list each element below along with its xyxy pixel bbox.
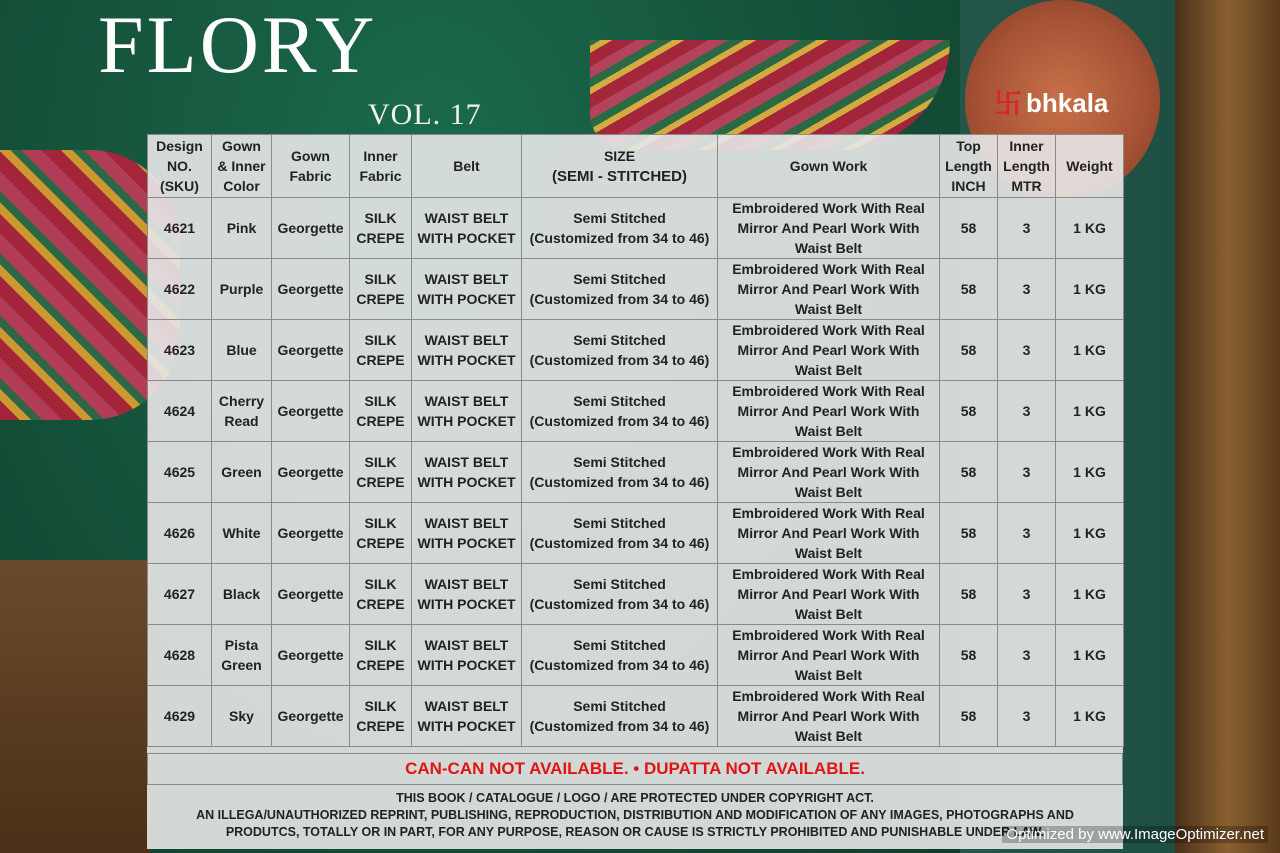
size-cell [522,625,718,686]
size-line: Semi Stitched [573,210,666,226]
gown-fabric-cell: Georgette [272,320,350,381]
belt-cell: WAIST BELT WITH POCKET [412,381,522,442]
belt-cell: WAIST BELT WITH POCKET [412,564,522,625]
belt-cell: WAIST BELT WITH POCKET [412,198,522,259]
header-inner-fabric: Inner Fabric [350,135,412,198]
inner-fabric-cell: SILK CREPE [350,564,412,625]
inner-fabric-cell: SILK CREPE [350,198,412,259]
inner-fabric-cell: SILK CREPE [350,686,412,747]
gown-fabric-cell: Georgette [272,503,350,564]
inner-length-cell: 3 [998,198,1056,259]
header-gown-fabric: Gown Fabric [272,135,350,198]
gown-work-cell: Embroidered Work With Real Mirror And Pearl Work With Waist Belt [718,320,940,381]
size-line: Semi Stitched [573,515,666,531]
gown-work-cell: Embroidered Work With Real Mirror And Pearl Work With Waist Belt [718,564,940,625]
sku-cell: 4622 [148,259,212,320]
belt-cell: WAIST BELT WITH POCKET [412,503,522,564]
table-row [148,381,1124,442]
inner-length-cell: 3 [998,259,1056,320]
catalog-title: FLORY [98,0,378,90]
header-design-no: Design NO. (SKU) [148,135,212,198]
table-row [148,320,1124,381]
inner-length-cell: 3 [998,564,1056,625]
size-line: Semi Stitched [573,454,666,470]
table-header-row [148,135,1124,198]
top-length-cell: 58 [940,625,998,686]
gown-work-cell: Embroidered Work With Real Mirror And Pearl Work With Waist Belt [718,442,940,503]
top-length-cell: 58 [940,442,998,503]
header-weight: Weight [1056,135,1124,198]
weight-cell: 1 KG [1056,381,1124,442]
size-range: (Customized from 34 to 46) [529,291,710,307]
weight-cell: 1 KG [1056,320,1124,381]
brand-logo [994,88,1108,119]
inner-fabric-cell: SILK CREPE [350,442,412,503]
gown-fabric-cell: Georgette [272,625,350,686]
color-cell: Pista Green [212,625,272,686]
table-row [148,442,1124,503]
inner-length-cell: 3 [998,381,1056,442]
table-row [148,625,1124,686]
color-cell: White [212,503,272,564]
belt-cell: WAIST BELT WITH POCKET [412,625,522,686]
copyright-line: PRODUTCS, TOTALLY OR IN PART, FOR ANY PURPOSE, REASON OR CAUSE IS STRICTLY PROHIBITED AND PUNISHABLE UNDER LAW. [225,825,1045,839]
sku-cell: 4621 [148,198,212,259]
inner-length-cell: 3 [998,686,1056,747]
sku-cell: 4627 [148,564,212,625]
sku-cell: 4628 [148,625,212,686]
size-cell [522,381,718,442]
sku-cell: 4626 [148,503,212,564]
top-length-cell: 58 [940,259,998,320]
gown-work-cell: Embroidered Work With Real Mirror And Pearl Work With Waist Belt [718,198,940,259]
header-inner-length: Inner Length MTR [998,135,1056,198]
size-cell [522,686,718,747]
top-length-cell: 58 [940,564,998,625]
gown-work-cell: Embroidered Work With Real Mirror And Pearl Work With Waist Belt [718,625,940,686]
swastik-icon: 卐 [994,87,1023,119]
gown-work-cell: Embroidered Work With Real Mirror And Pearl Work With Waist Belt [718,381,940,442]
inner-length-cell: 3 [998,442,1056,503]
color-cell: Purple [212,259,272,320]
color-cell: Black [212,564,272,625]
inner-length-cell: 3 [998,625,1056,686]
weight-cell: 1 KG [1056,442,1124,503]
table-row [148,198,1124,259]
sku-cell: 4629 [148,686,212,747]
size-range: (Customized from 34 to 46) [529,474,710,490]
size-line: Semi Stitched [573,698,666,714]
table-row [148,259,1124,320]
sku-cell: 4623 [148,320,212,381]
table-row [148,564,1124,625]
availability-notice: CAN-CAN NOT AVAILABLE. • DUPATTA NOT AVAILABLE. [147,753,1123,785]
size-range: (Customized from 34 to 46) [529,230,710,246]
header-color: Gown & Inner Color [212,135,272,198]
gown-fabric-cell: Georgette [272,564,350,625]
top-length-cell: 58 [940,198,998,259]
belt-cell: WAIST BELT WITH POCKET [412,442,522,503]
copyright-line: AN ILLEGA/UNAUTHORIZED REPRINT, PUBLISHING, REPRODUCTION, DISTRIBUTION AND MODIFICATION OF ANY IMAGES, PHOTOGRAPHS AND [196,808,1074,822]
size-range: (Customized from 34 to 46) [529,596,710,612]
catalog-volume: VOL. 17 [368,98,482,131]
weight-cell: 1 KG [1056,686,1124,747]
gown-fabric-cell: Georgette [272,198,350,259]
catalog-table [147,134,1124,747]
gown-fabric-cell: Georgette [272,381,350,442]
gown-fabric-cell: Georgette [272,259,350,320]
size-line: Semi Stitched [573,576,666,592]
brand-name: bhkala [1026,88,1109,118]
inner-fabric-cell: SILK CREPE [350,259,412,320]
size-range: (Customized from 34 to 46) [529,352,710,368]
size-line: Semi Stitched [573,332,666,348]
header-top-length: Top Length INCH [940,135,998,198]
copyright-line: THIS BOOK / CATALOGUE / LOGO / ARE PROTECTED UNDER COPYRIGHT ACT. [396,791,874,805]
size-line: Semi Stitched [573,637,666,653]
color-cell: Blue [212,320,272,381]
color-cell: Cherry Read [212,381,272,442]
copyright-notice [147,790,1123,841]
inner-length-cell: 3 [998,320,1056,381]
gown-fabric-cell: Georgette [272,442,350,503]
top-length-cell: 58 [940,686,998,747]
size-range: (Customized from 34 to 46) [529,657,710,673]
size-range: (Customized from 34 to 46) [529,413,710,429]
inner-fabric-cell: SILK CREPE [350,381,412,442]
top-length-cell: 58 [940,381,998,442]
sku-cell: 4625 [148,442,212,503]
size-cell [522,259,718,320]
sku-cell: 4624 [148,381,212,442]
size-cell [522,320,718,381]
size-line: Semi Stitched [573,271,666,287]
header-belt: Belt [412,135,522,198]
color-cell: Pink [212,198,272,259]
header-gown-work: Gown Work [718,135,940,198]
size-cell [522,198,718,259]
optimizer-watermark: Optimized by www.ImageOptimizer.net [1002,826,1268,843]
gown-work-cell: Embroidered Work With Real Mirror And Pearl Work With Waist Belt [718,686,940,747]
inner-fabric-cell: SILK CREPE [350,625,412,686]
inner-fabric-cell: SILK CREPE [350,503,412,564]
belt-cell: WAIST BELT WITH POCKET [412,259,522,320]
size-range: (Customized from 34 to 46) [529,535,710,551]
weight-cell: 1 KG [1056,564,1124,625]
header-size: SIZE (SEMI - STITCHED) [522,135,718,198]
size-cell [522,564,718,625]
color-cell: Sky [212,686,272,747]
size-cell [522,503,718,564]
weight-cell: 1 KG [1056,198,1124,259]
gown-fabric-cell: Georgette [272,686,350,747]
weight-cell: 1 KG [1056,259,1124,320]
color-cell: Green [212,442,272,503]
table-row [148,503,1124,564]
size-cell [522,442,718,503]
size-range: (Customized from 34 to 46) [529,718,710,734]
wooden-table-decor [0,560,150,853]
top-length-cell: 58 [940,503,998,564]
gown-work-cell: Embroidered Work With Real Mirror And Pearl Work With Waist Belt [718,503,940,564]
inner-length-cell: 3 [998,503,1056,564]
belt-cell: WAIST BELT WITH POCKET [412,686,522,747]
brass-statue-decor [1175,0,1280,853]
weight-cell: 1 KG [1056,625,1124,686]
belt-cell: WAIST BELT WITH POCKET [412,320,522,381]
size-line: Semi Stitched [573,393,666,409]
weight-cell: 1 KG [1056,503,1124,564]
table-row [148,686,1124,747]
gown-work-cell: Embroidered Work With Real Mirror And Pearl Work With Waist Belt [718,259,940,320]
inner-fabric-cell: SILK CREPE [350,320,412,381]
top-length-cell: 58 [940,320,998,381]
